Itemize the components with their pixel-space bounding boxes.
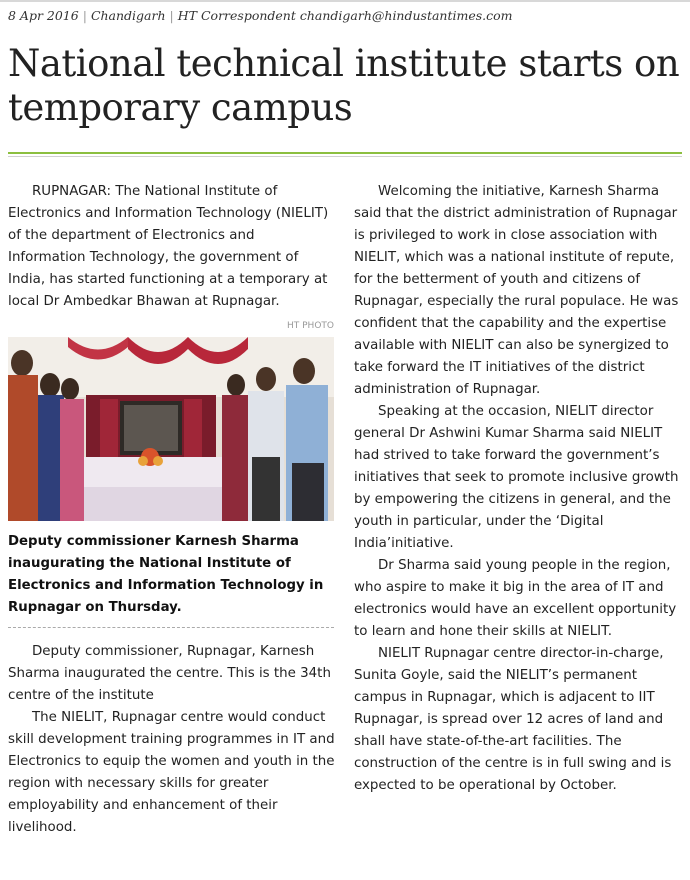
article-location: Chandigarh xyxy=(90,8,166,23)
article-date: 8 Apr 2016 xyxy=(8,8,79,23)
left-column-bottom xyxy=(8,641,338,839)
paragraph-5: Speaking at the occasion, NIELIT director general Dr Ashwini Kumar Sharma said NIELIT had strived to take forward the government’s initiatives that seek to promote inclusive growth by empowering the citizens in general, and the youth in particular, under the ‘Digital India’initiative. xyxy=(354,404,679,551)
dateline-separator: | xyxy=(82,8,87,23)
paragraph-6: Dr Sharma said young people in the region, who aspire to make it big in the area of IT and electronics would have an excellent opportunity to learn and hone their skills at NIELIT. xyxy=(354,558,677,639)
photo-credit: HT PHOTO xyxy=(287,321,334,331)
right-column xyxy=(354,181,684,797)
headline: National technical institute starts on temporary campus xyxy=(8,42,680,129)
dateline xyxy=(8,8,513,23)
headline-rule xyxy=(8,152,682,154)
news-photo xyxy=(8,337,334,521)
inauguration-photo-illustration xyxy=(8,337,334,521)
left-column-top xyxy=(8,181,334,313)
caption-divider xyxy=(8,627,334,628)
paragraph-3: The NIELIT, Rupnagar centre would conduct skill development training programmes in IT and Electronics to equip the women and youth in the region with necessary skills for greater employability and enhancement of their livelihood. xyxy=(8,710,335,835)
article-byline: HT Correspondent chandigarh@hindustantimes.com xyxy=(177,8,513,23)
paragraph-2: Deputy commissioner, Rupnagar, Karnesh Sharma inaugurated the centre. This is the 34th centre of the institute xyxy=(8,644,331,703)
photo-caption: Deputy commissioner Karnesh Sharma inaugurating the National Institute of Electronics and Information Technology in Rupnagar on Thursday. xyxy=(8,534,324,615)
paragraph-4: Welcoming the initiative, Karnesh Sharma said that the district administration of Rupnagar is privileged to work in close association with NIELIT, which was a national institute of repute, for the betterment of youth and citizens of Rupnagar, especially the rural populace. He was confident that the capability and the expertise available with NIELIT can also be synergized to take forward the IT initiatives of the district administration of Rupnagar. xyxy=(354,184,679,397)
top-border xyxy=(0,0,690,2)
dateline-separator: | xyxy=(169,8,174,23)
headline-rule-shadow xyxy=(8,156,682,157)
paragraph-7: NIELIT Rupnagar centre director-in-charge, Sunita Goyle, said the NIELIT’s permanent campus in Rupnagar, which is adjacent to IIT Rupnagar, is spread over 12 acres of land and shall have state-of-the-art facilities. The construction of the centre is in full swing and is expected to be operational by October. xyxy=(354,646,672,793)
paragraph-1: RUPNAGAR: The National Institute of Electronics and Information Technology (NIELIT) of the department of Electronics and Information Technology, the government of India, has started functioning at a temporary at local Dr Ambedkar Bhawan at Rupnagar. xyxy=(8,184,329,309)
